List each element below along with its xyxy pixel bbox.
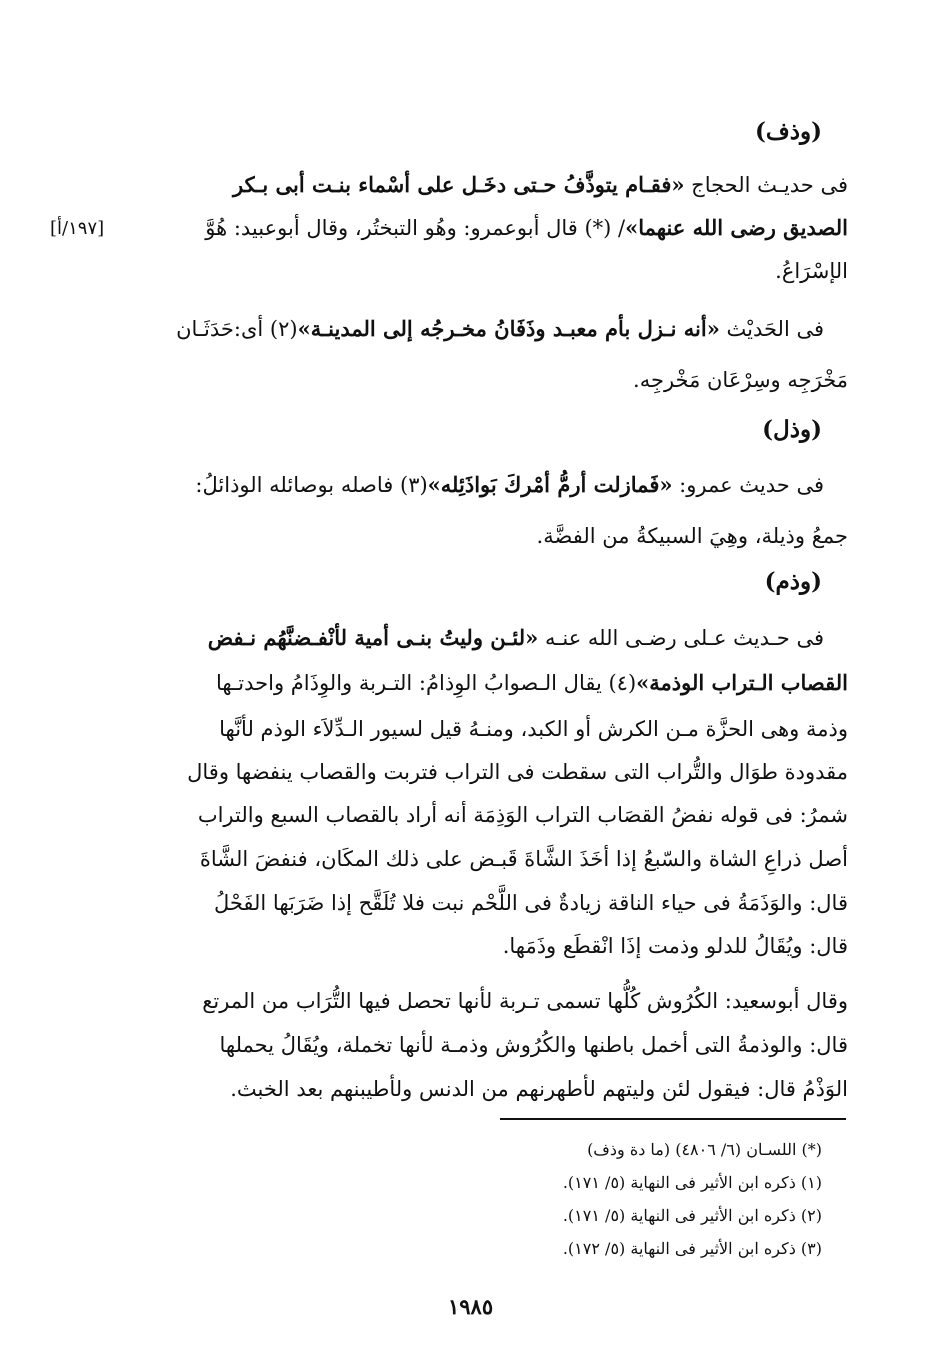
- entry-heading: (وذف): [755, 118, 822, 145]
- footnote-separator: [500, 1118, 846, 1120]
- page-number: ١٩٨٥: [448, 1294, 494, 1319]
- text-line: شمرُ: فى قوله نفضُ القصَاب التراب الوَذِمَة أنه أراد بالقصاب السبع والتراب: [197, 803, 848, 827]
- text-line: [208, 623, 824, 653]
- text-run: فى حـديث عـلى رضـى الله عنـه: [538, 626, 824, 650]
- hadith-quote: «لئـن وليتُ بنـى أمية لأنْفـضنَّهُم نـفض: [207, 625, 539, 650]
- text-line: الوَذْمُ قال: فيقول لئن وليتهم لأطهرنهم من الدنس ولأطيبنهم بعد الخبث.: [230, 1077, 848, 1101]
- text-run: فى الحَديْث: [719, 317, 824, 341]
- hadith-quote: «فقـام يتوذَّفُ حـتى دخَـل على أسْماء بنـت أبى بـكر: [233, 172, 685, 197]
- text-line: قال: والوذمةُ التى أخمل باطنها والكُرُوش وذمـة لأنها تخملة، ويُقَالُ يحملها: [219, 1033, 848, 1057]
- text-line: مقدودة طوَال والتُّراب التى سقطت فى التراب فتربت والقصاب ينفضها وقال: [187, 760, 848, 784]
- text-run: (٢) أى:حَدَثَـان: [176, 317, 298, 341]
- text-line: الإسْرَاعُ.: [775, 259, 848, 283]
- hadith-quote: القصاب الـتراب الوذمة»: [636, 670, 848, 695]
- text-line: قال: والوَذَمَةُ فى حياء الناقة زيادةٌ فى اللَّحْم نبت فلا تُلَقَّح إذا ضَرَبَها الفَحْلُ: [213, 891, 848, 915]
- text-line: [233, 170, 848, 200]
- entry-heading: (وذم): [764, 568, 822, 595]
- text-line: وقال أبوسعيد: الكُرُوش كُلُّها تسمى تـربة لأنها تحصل فيها التُّرَاب من المرتع: [202, 989, 848, 1013]
- text-line: [195, 470, 824, 500]
- text-line: [216, 668, 848, 698]
- text-run: فى حديث عمرو:: [672, 473, 824, 497]
- footnote: (١) ذكره ابن الأثير فى النهاية (٥/ ١٧١).: [562, 1173, 822, 1192]
- text-line: [205, 213, 848, 243]
- text-run: فى حديـث الحجاج: [684, 173, 848, 197]
- text-line: أصل ذراعِ الشاة والسّبعُ إذا أخَذَ الشَّاةَ قَبـض على ذلك المكَان، فنفضَ الشَّاةَ: [199, 847, 848, 871]
- text-line: [176, 314, 824, 344]
- entry-heading: (وذل): [762, 416, 822, 443]
- footnote: (*) اللسـان (٦/ ٤٨٠٦) (ما دة وذف): [587, 1140, 822, 1159]
- text-line: مَخْرَجِه وسِرْعَان مَخْرجِه.: [633, 368, 848, 392]
- hadith-quote: الصديق رضى الله عنهما»: [625, 215, 848, 240]
- margin-page-ref: [١٩٧/أ]: [50, 218, 105, 239]
- footnote: (٢) ذكره ابن الأثير فى النهاية (٥/ ١٧١).: [562, 1206, 822, 1225]
- hadith-quote: «فَمازلت أرمُّ أمْركَ بَواذَئِله»: [427, 472, 673, 497]
- text-run: / (*) قال أبوعمرو: وهُو التبختُر، وقال أبوعبيد: هُوَّ: [205, 216, 626, 240]
- text-line: وذمة وهى الحزَّة مـن الكرش أو الكبد، ومنـهُ قيل لسيور الـدِّلاَء الوذم لأنَّها: [219, 717, 848, 741]
- text-run: (٣) فاصله بوصائله الوذائلُ:: [195, 473, 428, 497]
- text-run: (٤) يقال الـصوابُ الوِذامُ: التـربة والوِذَامُ واحدتـها: [216, 671, 637, 695]
- hadith-quote: «أنه نـزل بأم معبـد وذَفَانُ مخـرجُه إلى المدينـة»: [297, 316, 720, 341]
- footnote: (٣) ذكره ابن الأثير فى النهاية (٥/ ١٧٢).: [562, 1239, 822, 1258]
- text-line: جمعُ وذيلة، وهِيَ السبيكةُ من الفضَّة.: [536, 524, 848, 548]
- text-line: قال: ويُقَالُ للدلو وذمت إذَا انْقطَع وذَمَها.: [502, 934, 848, 958]
